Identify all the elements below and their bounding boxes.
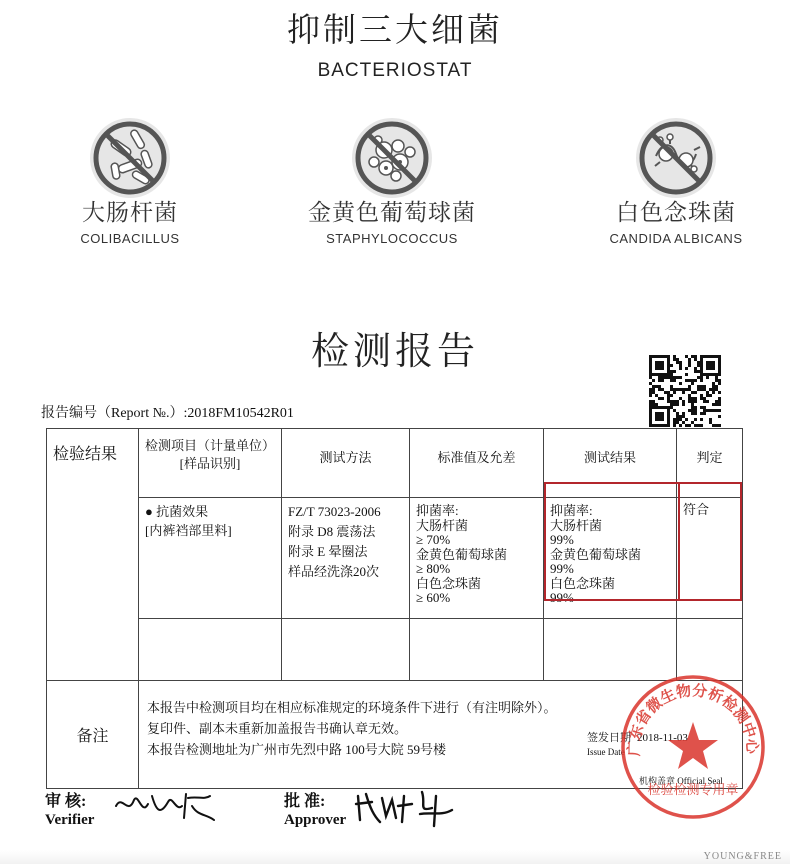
- bacteria-name-en: CANDIDA ALBICANS: [609, 231, 743, 246]
- col-header-item: 检测项目（计量单位） [样品识别]: [139, 429, 282, 498]
- col-header-method: 测试方法: [282, 429, 410, 498]
- bacteria-item-colibacillus: [0, 116, 260, 246]
- bacteria-name-cn: 白色念珠菌: [616, 200, 736, 226]
- official-seal-label: 机构盖章 Official Seal: [639, 776, 723, 786]
- verdict-cell: 符合: [677, 498, 743, 619]
- remark-line: 本报告中检测项目均在相应标准规定的环境条件下进行（有注明除外）。: [147, 700, 557, 715]
- report-number: [41, 402, 294, 422]
- issue-date-label: 签发日期: [587, 732, 631, 744]
- page-subtitle: BACTERIOSTAT: [317, 60, 473, 81]
- verifier-label-en: Verifier: [45, 812, 95, 828]
- watermark: YOUNG&FREE: [703, 851, 782, 862]
- seal-ring-text: 广东省微生物分析检测中心: [624, 681, 762, 757]
- issue-date-value: 2018-11-03: [637, 732, 688, 744]
- method-cell: FZ/T 73023-2006 附录 D8 震荡法 附录 E 晕圈法 样品经洗涤20次: [282, 498, 410, 619]
- report-title: 检测报告: [310, 329, 479, 373]
- verifier-label-cn: 审 核:: [45, 793, 87, 810]
- bacteria-name-cn: 大肠杆菌: [82, 200, 178, 226]
- issue-date-label-en: Issue Date: [587, 747, 625, 757]
- footer-band: [0, 850, 790, 864]
- rod-bacteria-prohibited-icon: [88, 116, 172, 200]
- col-header-standard: 标准值及允差: [410, 429, 544, 498]
- cocci-cluster-prohibited-icon: [350, 116, 434, 200]
- seal-bottom-text: 检验检测专用章: [647, 783, 739, 798]
- col-header-result: 测试结果: [544, 429, 677, 498]
- result-cell: 抑菌率: 大肠杆菌 99% 金黄色葡萄球菌 99% 白色念珠菌 99%: [544, 498, 677, 619]
- qr-code-icon: [649, 355, 721, 427]
- col-header-verdict: 判定: [677, 429, 743, 498]
- verdict-highlight-box: [678, 482, 742, 601]
- report-number-value: 2018FM10542R01: [187, 406, 294, 421]
- bacteria-name-cn: 金黄色葡萄球菌: [308, 200, 476, 226]
- bacteria-name-en: COLIBACILLUS: [80, 231, 180, 246]
- remark-line: 复印件、副本未重新加盖报告书确认章无效。: [147, 721, 408, 736]
- empty-cell: [410, 619, 544, 681]
- bacteria-item-candida: [546, 116, 790, 246]
- remark-line: 本报告检测地址为广州市先烈中路 100号大院 59号楼: [147, 742, 447, 757]
- verifier-signature: [112, 786, 222, 830]
- approver-signature: [352, 786, 462, 834]
- approver-label-cn: 批 准:: [284, 793, 326, 810]
- official-seal-icon: [618, 672, 768, 822]
- result-highlight-box: [544, 482, 680, 601]
- fungus-prohibited-icon: [634, 116, 718, 200]
- report-number-label: 报告编号（Report №.）:: [41, 406, 188, 421]
- page-title: 抑制三大细菌: [287, 10, 503, 49]
- section-label: 检验结果: [47, 429, 139, 681]
- remarks-label: 备注: [47, 681, 139, 789]
- empty-cell: [282, 619, 410, 681]
- item-cell: ● 抗菌效果 [内裤裆部里料]: [139, 498, 282, 619]
- standard-cell: 抑菌率: 大肠杆菌 ≥ 70% 金黄色葡萄球菌 ≥ 80% 白色念珠菌 ≥ 60%: [410, 498, 544, 619]
- bacteria-name-en: STAPHYLOCOCCUS: [326, 231, 458, 246]
- approver-label-en: Approver: [284, 812, 347, 828]
- empty-cell: [139, 619, 282, 681]
- bacteria-item-staphylococcus: [262, 116, 522, 246]
